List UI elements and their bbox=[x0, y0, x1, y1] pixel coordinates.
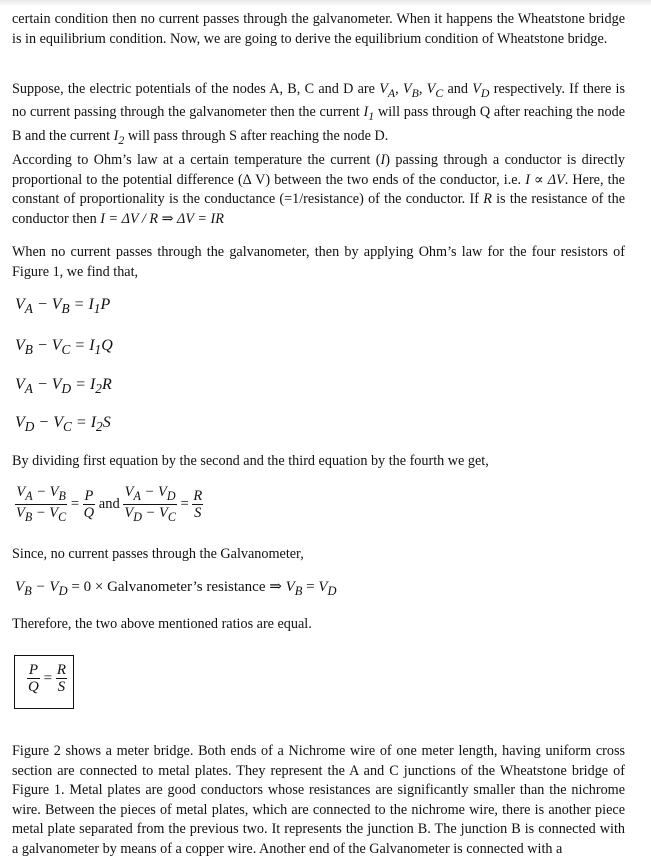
potential-va: $V_A$ bbox=[379, 81, 396, 100]
paragraph-therefore: Therefore, the two above mentioned ratios are equal. bbox=[12, 616, 312, 632]
and-word: and bbox=[98, 496, 120, 513]
paragraph-potentials: Suppose, the electric potentials of the nodes A, B, C and D are $V_A$, $V_B$, $V_C$ and $V_D$ respectively. If there is no current passing through the galvanometer then the current $I_1$ will pass through Q after reaching the node B and the current $I_2$ will pass through S after reaching the node D. bbox=[12, 81, 625, 147]
paragraph-galvanometer: When no current passes through the galvanometer, then by applying Ohm’s law for the four resistors of Figure 1, we find that, bbox=[12, 244, 625, 280]
paragraph-ohms-law: According to Ohm’s law at a certain temperature the current (I) passing through a conductor is directly proportional to the potential difference (Δ V) between the two ends of the conductor, i.e. I ∝ ΔV. Here, the constant of proportionality is the conductance (=1/resistance) of the conductor. If R is the resistance of the conductor then I = ΔV / R ⇒ ΔV = IR bbox=[12, 152, 625, 227]
paragraph-dividing: By dividing first equation by the second and the third equation by the fourth we get, bbox=[12, 453, 489, 469]
paragraph-intro: certain condition then no current passes through the galvanometer. When it happens the Wheatstone bridge is in equilibrium condition. Now, we are going to derive the equilibrium condition of Wheatstone bridge. bbox=[12, 11, 625, 47]
ratio-equation: $\frac{V_A - V_B}{V_B - V_C}$ = $\frac{P}{Q}$ and $\frac{V_A - V_D}{V_D - V_C}$ = $\frac{R}{S}$ bbox=[16, 484, 203, 524]
equation-2: $V_B - V_C = I_1Q$ bbox=[15, 337, 113, 358]
potential-vb: $V_B$ bbox=[402, 81, 419, 100]
equation-4: $V_D - V_C = I_2S$ bbox=[15, 414, 111, 435]
paragraph-since: Since, no current passes through the Galvanometer, bbox=[12, 546, 304, 562]
potential-vc: $V_C$ bbox=[426, 81, 444, 100]
ohms-law-formula: I = ΔV / R ⇒ ΔV = IR bbox=[100, 210, 224, 227]
current-i1: $I_1$ bbox=[363, 104, 375, 124]
current-i2: $I_2$ bbox=[113, 127, 125, 147]
equation-1: $V_A - V_B = I_1P$ bbox=[15, 296, 111, 317]
galvanometer-equation: $V_B - V_D = 0$ × Galvanometer’s resistance ⇒ $V_B = V_D$ bbox=[15, 579, 337, 598]
page-top-shadow bbox=[0, 0, 651, 6]
proportional-relation: I ∝ ΔV bbox=[525, 171, 565, 188]
potential-vd: $V_D$ bbox=[472, 81, 490, 100]
paragraph-meter-bridge: Figure 2 shows a meter bridge. Both ends of a Nichrome wire of one meter length, having uniform cross section are connected to metal plates. They represent the A and C junctions of the Wheatstone bridge of Figure 1. Metal plates are good conductors whose resistances are significantly smaller than the nichrome wire. Between the pieces of metal plates, which are connected to the nichrome wire, there is another piece metal plate separated from the previous two. It represents the junction B. The junction B is connected with a galvanometer by means of a copper wire. Another end of the Galvanometer is connected with a bbox=[12, 743, 625, 857]
equation-3: $V_A - V_D = I_2R$ bbox=[15, 376, 112, 397]
boxed-balance-condition: $\frac{P}{Q}$ = $\frac{R}{S}$ bbox=[14, 655, 74, 709]
